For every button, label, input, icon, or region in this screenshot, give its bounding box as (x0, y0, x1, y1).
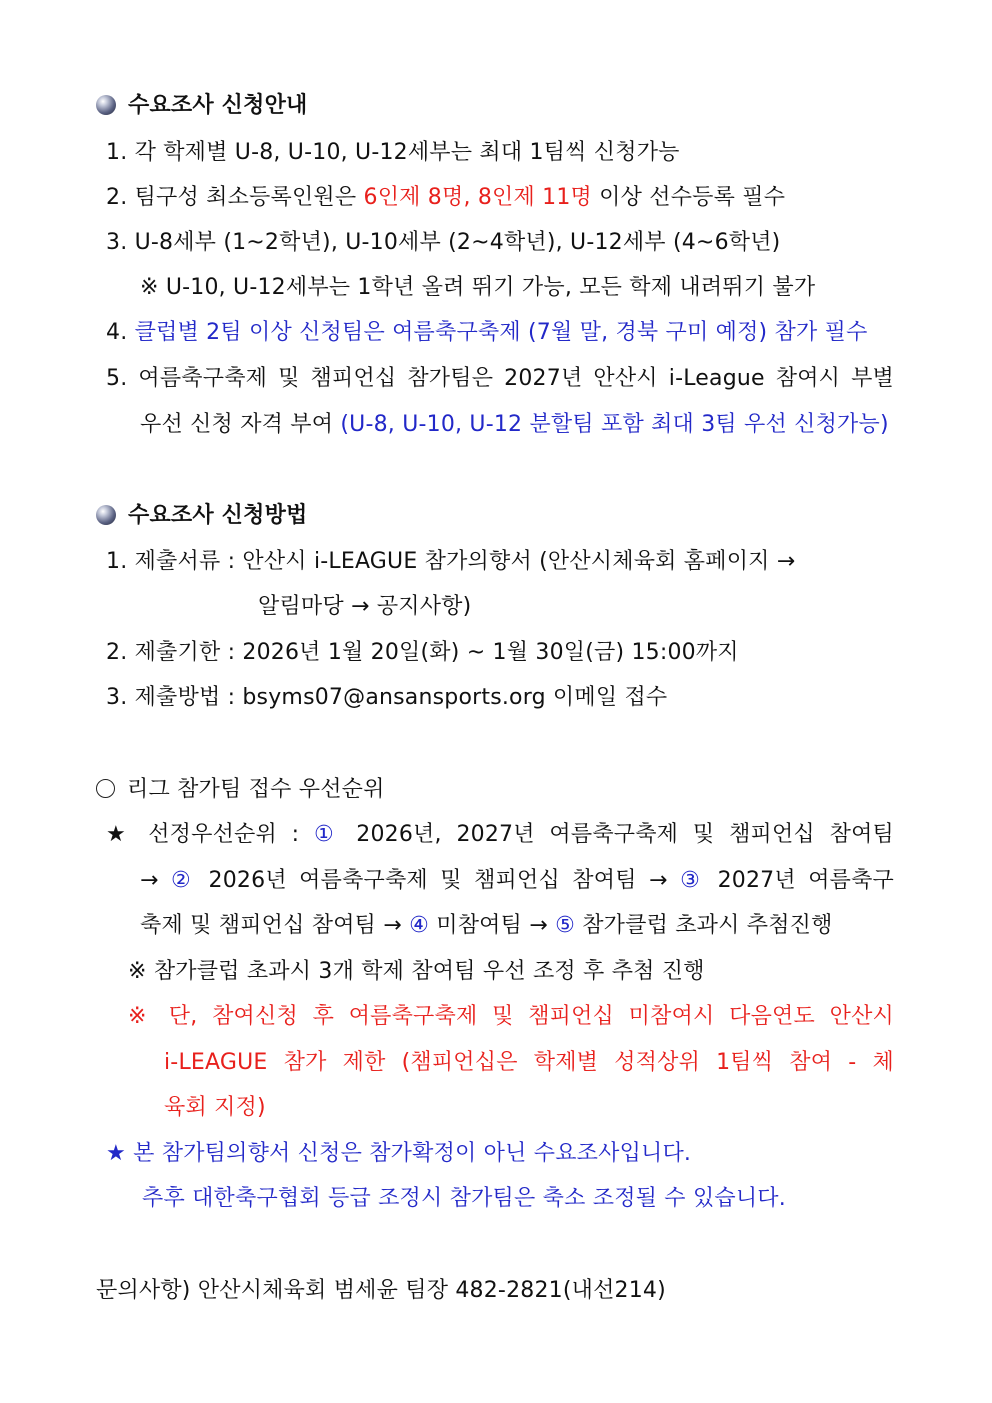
section1-item1: 1. 각 학제별 U-8, U-10, U-12세부는 최대 1팀씩 신청가능 (106, 140, 680, 165)
section2-item3: 3. 제출방법 : bsyms07@ansansports.org 이메일 접수 (106, 685, 668, 710)
star-notice-line1: ★ 본 참가팀의향서 신청은 참가확정이 아닌 수요조사입니다. (106, 1141, 692, 1166)
priority-line1: ★ 선정우선순위 : ① 2026년, 2027년 여름축구축제 및 챔피언십 참여팀 (106, 822, 894, 847)
section2-item1-line1: 1. 제출서류 : 안산시 i-LEAGUE 참가의향서 (안산시체육회 홈페이지 → (106, 549, 796, 574)
section2-item2: 2. 제출기한 : 2026년 1월 20일(화) ~ 1월 30일(금) 15:00까지 (106, 640, 739, 665)
hollow-circle-icon (96, 779, 115, 798)
priority-line2: → ② 2026년 여름축구축제 및 챔피언십 참여팀 → ③ 2027년 여름축구 (140, 868, 895, 893)
section1-item3: 3. U-8세부 (1~2학년), U-10세부 (2~4학년), U-12세부 (4~6학년) (106, 230, 781, 255)
priority-mark-4: ④ (409, 913, 430, 938)
section2-heading: 수요조사 신청방법 (96, 501, 307, 531)
contact-info: 문의사항) 안산시체육회 범세윤 팀장 482-2821(내선214) (96, 1278, 666, 1303)
note-draw: ※ 참가클럽 초과시 3개 학제 참여팀 우선 조정 후 추첨 진행 (128, 959, 705, 984)
section1-item4: 4. 클럽별 2팀 이상 신청팀은 여름축구축제 (7월 말, 경북 구미 예정) 참가 필수 (106, 320, 868, 345)
priority-mark-1: ① (314, 822, 342, 847)
priority-mark-3: ③ (680, 868, 706, 893)
priority-line3: 축제 및 챔피언십 참여팀 → ④ 미참여팀 → ⑤ 참가클럽 초과시 추첨진행 (140, 913, 833, 938)
section1-item3-note: ※ U-10, U-12세부는 1학년 올려 뛰기 가능, 모든 학제 내려뛰기 불가 (140, 275, 816, 300)
note-restriction-line2: i-LEAGUE 참가 제한 (챔피언십은 학제별 성적상위 1팀씩 참여 - 체 (164, 1050, 894, 1075)
section1-item2: 2. 팀구성 최소등록인원은 6인제 8명, 8인제 11명 이상 선수등록 필수 (106, 185, 786, 210)
bullet-sphere-icon (96, 95, 116, 115)
section1-item5-line2: 우선 신청 자격 부여 (U-8, U-10, U-12 분할팀 포함 최대 3팀 우선 신청가능) (140, 412, 889, 437)
priority-mark-5: ⑤ (555, 913, 576, 938)
highlight-priority-teams: (U-8, U-10, U-12 분할팀 포함 최대 3팀 우선 신청가능) (340, 412, 889, 437)
star-notice-line2: 추후 대한축구협회 등급 조정시 참가팀은 축소 조정될 수 있습니다. (142, 1186, 786, 1211)
bullet-sphere-icon (96, 505, 116, 525)
highlight-summer-festival: 클럽별 2팀 이상 신청팀은 여름축구축제 (7월 말, 경북 구미 예정) 참가 필수 (134, 320, 868, 345)
note-restriction-line1: ※ 단, 참여신청 후 여름축구축제 및 챔피언십 미참여시 다음연도 안산시 (128, 1004, 894, 1029)
note-restriction-line3: 육회 지정) (164, 1095, 266, 1120)
highlight-min-players: 6인제 8명, 8인제 11명 (363, 185, 592, 210)
priority-mark-2: ② (171, 868, 197, 893)
section1-item5-line1: 5. 여름축구축제 및 챔피언십 참가팀은 2027년 안산시 i-League 참여시 부별 (106, 366, 894, 391)
section1-heading: 수요조사 신청안내 (96, 91, 307, 121)
section3-heading: 리그 참가팀 접수 우선순위 (96, 775, 385, 805)
section2-item1-line2: 알림마당 → 공지사항) (258, 594, 472, 619)
